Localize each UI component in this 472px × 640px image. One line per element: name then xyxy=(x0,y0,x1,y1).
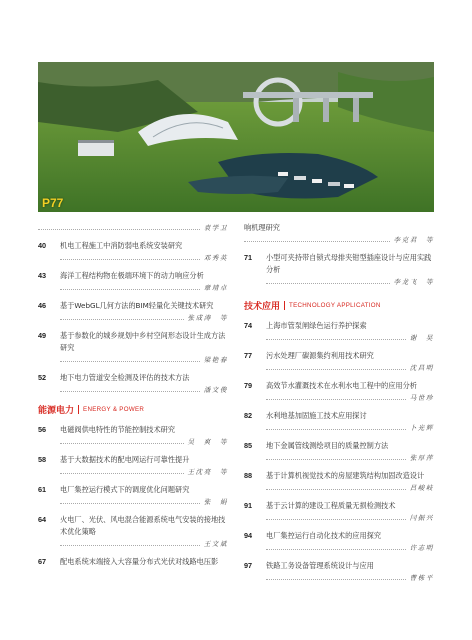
leader-dots xyxy=(266,338,406,340)
falkirk-wheel-photo xyxy=(38,62,434,212)
entry-author: 章靖卓 xyxy=(203,284,228,292)
leader-dots xyxy=(244,240,390,242)
entry-page-number: 71 xyxy=(244,253,253,262)
entry-page-number: 94 xyxy=(244,531,253,540)
entry-page-number: 56 xyxy=(38,425,47,434)
entry-page-number: 40 xyxy=(38,241,47,250)
entry-page-number: 58 xyxy=(38,455,47,464)
entry-title: 海洋工程结构物在极端环境下的动力响应分析 xyxy=(60,271,204,280)
entry-author: 马世珍 xyxy=(409,394,434,402)
toc-entry[interactable] xyxy=(38,330,228,365)
section-divider xyxy=(78,405,79,414)
entry-title: 基于WebGL几何方法的BIM轻量化关键技术研究 xyxy=(60,301,214,310)
toc-entry[interactable] xyxy=(244,350,434,373)
entry-page-number: 46 xyxy=(38,301,47,310)
entry-page-number: 74 xyxy=(244,321,253,330)
leader-dots xyxy=(60,502,200,504)
entry-author: 潘文俊 xyxy=(203,386,228,394)
leader-dots xyxy=(266,518,406,520)
entry-title: 电厂集控运行模式下的调度优化问题研究 xyxy=(60,485,190,494)
leader-dots xyxy=(266,458,406,460)
toc-entry[interactable] xyxy=(38,424,228,447)
entry-title: 基于参数化的城乡规划中乡村空间形态设计生成方法研究 xyxy=(60,331,226,352)
toc-left-column xyxy=(38,222,228,575)
entry-title: 响机理研究 xyxy=(244,223,280,232)
entry-author: 谢 昊 xyxy=(409,334,434,342)
section-title-en: ENERGY & POWER xyxy=(83,406,145,413)
toc-entry[interactable] xyxy=(244,560,434,583)
entry-author: 吴 爽 等 xyxy=(187,438,228,446)
leader-dots xyxy=(60,360,200,362)
entry-title: 基于云计算的建设工程质量无损检测技术 xyxy=(266,501,396,510)
entry-page-number: 85 xyxy=(244,441,253,450)
entry-author: 沈昌明 xyxy=(409,364,434,372)
toc-entry[interactable] xyxy=(38,454,228,477)
entry-author: 梁艳春 xyxy=(203,356,228,364)
toc-entry[interactable] xyxy=(244,410,434,433)
entry-author: 李克君 等 xyxy=(393,236,434,244)
entry-page-number: 77 xyxy=(244,351,253,360)
toc-entry[interactable] xyxy=(244,320,434,343)
leader-dots xyxy=(60,472,184,474)
entry-title: 污水处理厂碳源集约利用技术研究 xyxy=(266,351,374,360)
entry-page-number: 79 xyxy=(244,381,253,390)
cover-photo xyxy=(38,62,434,212)
entry-page-number: 49 xyxy=(38,331,47,340)
toc-entry[interactable] xyxy=(38,556,228,568)
leader-dots xyxy=(60,390,200,392)
toc-entry[interactable] xyxy=(244,440,434,463)
entry-page-number: 67 xyxy=(38,557,47,566)
toc-entry[interactable] xyxy=(38,372,228,395)
section-heading-technology xyxy=(244,299,434,312)
toc-entry-continued xyxy=(38,222,228,233)
entry-title: 上海市管泵闸绿色运行养护探索 xyxy=(266,321,367,330)
entry-title: 小型可夹持带自锁式母排夹钳型插座设计与应用实践分析 xyxy=(266,253,432,274)
leader-dots xyxy=(266,282,390,284)
entry-page-number: 61 xyxy=(38,485,47,494)
entry-page-number: 88 xyxy=(244,471,253,480)
entry-author: 吕峻岐 xyxy=(409,484,434,492)
entry-author: 许志明 xyxy=(409,544,434,552)
toc-entry[interactable] xyxy=(244,500,434,523)
entry-author: 王沈亮 等 xyxy=(187,468,228,476)
entry-author: 闫振兴 xyxy=(409,514,434,522)
section-title-en: TECHNOLOGY APPLICATION xyxy=(289,302,381,309)
toc-entry[interactable] xyxy=(244,530,434,553)
entry-title: 铁路工务设备管理系统设计与应用 xyxy=(266,561,374,570)
leader-dots xyxy=(266,548,406,550)
entry-author: 李龙飞 等 xyxy=(393,278,434,286)
leader-dots xyxy=(266,398,406,400)
entry-page-number: 97 xyxy=(244,561,253,570)
entry-page-number: 91 xyxy=(244,501,253,510)
leader-dots xyxy=(60,442,184,444)
entry-page-number: 64 xyxy=(38,515,47,524)
entry-title: 基于大数据技术的配电网运行可靠性提升 xyxy=(60,455,190,464)
toc-entry[interactable] xyxy=(38,484,228,507)
entry-title: 基于计算机视觉技术的房屋建筑结构加固改造设计 xyxy=(266,471,425,480)
leader-dots xyxy=(60,318,184,320)
leader-dots xyxy=(266,578,406,580)
entry-author: 邓秀英 xyxy=(203,254,228,262)
entry-author: 张 娟 xyxy=(203,498,228,506)
entry-author: 王文斌 xyxy=(203,540,228,548)
entry-title: 高效节水灌溉技术在水利水电工程中的应用分析 xyxy=(266,381,417,390)
section-heading-energy xyxy=(38,403,228,416)
entry-author: 张厚萍 xyxy=(409,454,434,462)
leader-dots xyxy=(60,544,200,546)
toc-entry[interactable] xyxy=(38,514,228,549)
toc-entry[interactable] xyxy=(244,252,434,287)
leader-dots xyxy=(38,228,200,230)
toc-entry[interactable] xyxy=(244,222,434,245)
toc-entry[interactable] xyxy=(38,270,228,293)
entry-author: 卜光辉 xyxy=(409,424,434,432)
toc-entry[interactable] xyxy=(38,300,228,323)
toc-right-column xyxy=(244,222,434,590)
entry-title: 火电厂、光伏、风电混合能源系统电气安装的接地技术优化策略 xyxy=(60,515,226,536)
entry-title: 水利地基加固施工技术应用探讨 xyxy=(266,411,367,420)
section-title-cn: 技术应用 xyxy=(244,302,281,312)
page-label: P77 xyxy=(42,196,64,210)
entry-title: 机电工程施工中消防弱电系统安装研究 xyxy=(60,241,183,250)
entry-title: 地下金属管线测绘项目的质量控制方法 xyxy=(266,441,389,450)
entry-page-number: 43 xyxy=(38,271,47,280)
entry-author: 曹栋平 xyxy=(409,574,434,582)
entry-title: 电磁阀供电特性的节能控制技术研究 xyxy=(60,425,176,434)
entry-title: 电厂集控运行自动化技术的应用探究 xyxy=(266,531,382,540)
leader-dots xyxy=(60,258,200,260)
leader-dots xyxy=(60,288,200,290)
toc-entry[interactable] xyxy=(244,470,434,493)
entry-title: 配电系统末端接入大容量分布式光伏对线路电压影 xyxy=(60,557,219,566)
section-divider xyxy=(284,301,285,310)
entry-page-number: 52 xyxy=(38,373,47,382)
leader-dots xyxy=(266,488,406,490)
entry-title: 地下电力管道安全检测及评估的技术方法 xyxy=(60,373,190,382)
entry-author: 张成涛 等 xyxy=(187,314,228,322)
toc-entry[interactable] xyxy=(244,380,434,403)
section-title-cn: 能源电力 xyxy=(38,406,75,416)
leader-dots xyxy=(266,368,406,370)
toc-entry[interactable] xyxy=(38,240,228,263)
entry-author: 袁学卫 xyxy=(203,224,228,232)
leader-dots xyxy=(266,428,406,430)
entry-page-number: 82 xyxy=(244,411,253,420)
